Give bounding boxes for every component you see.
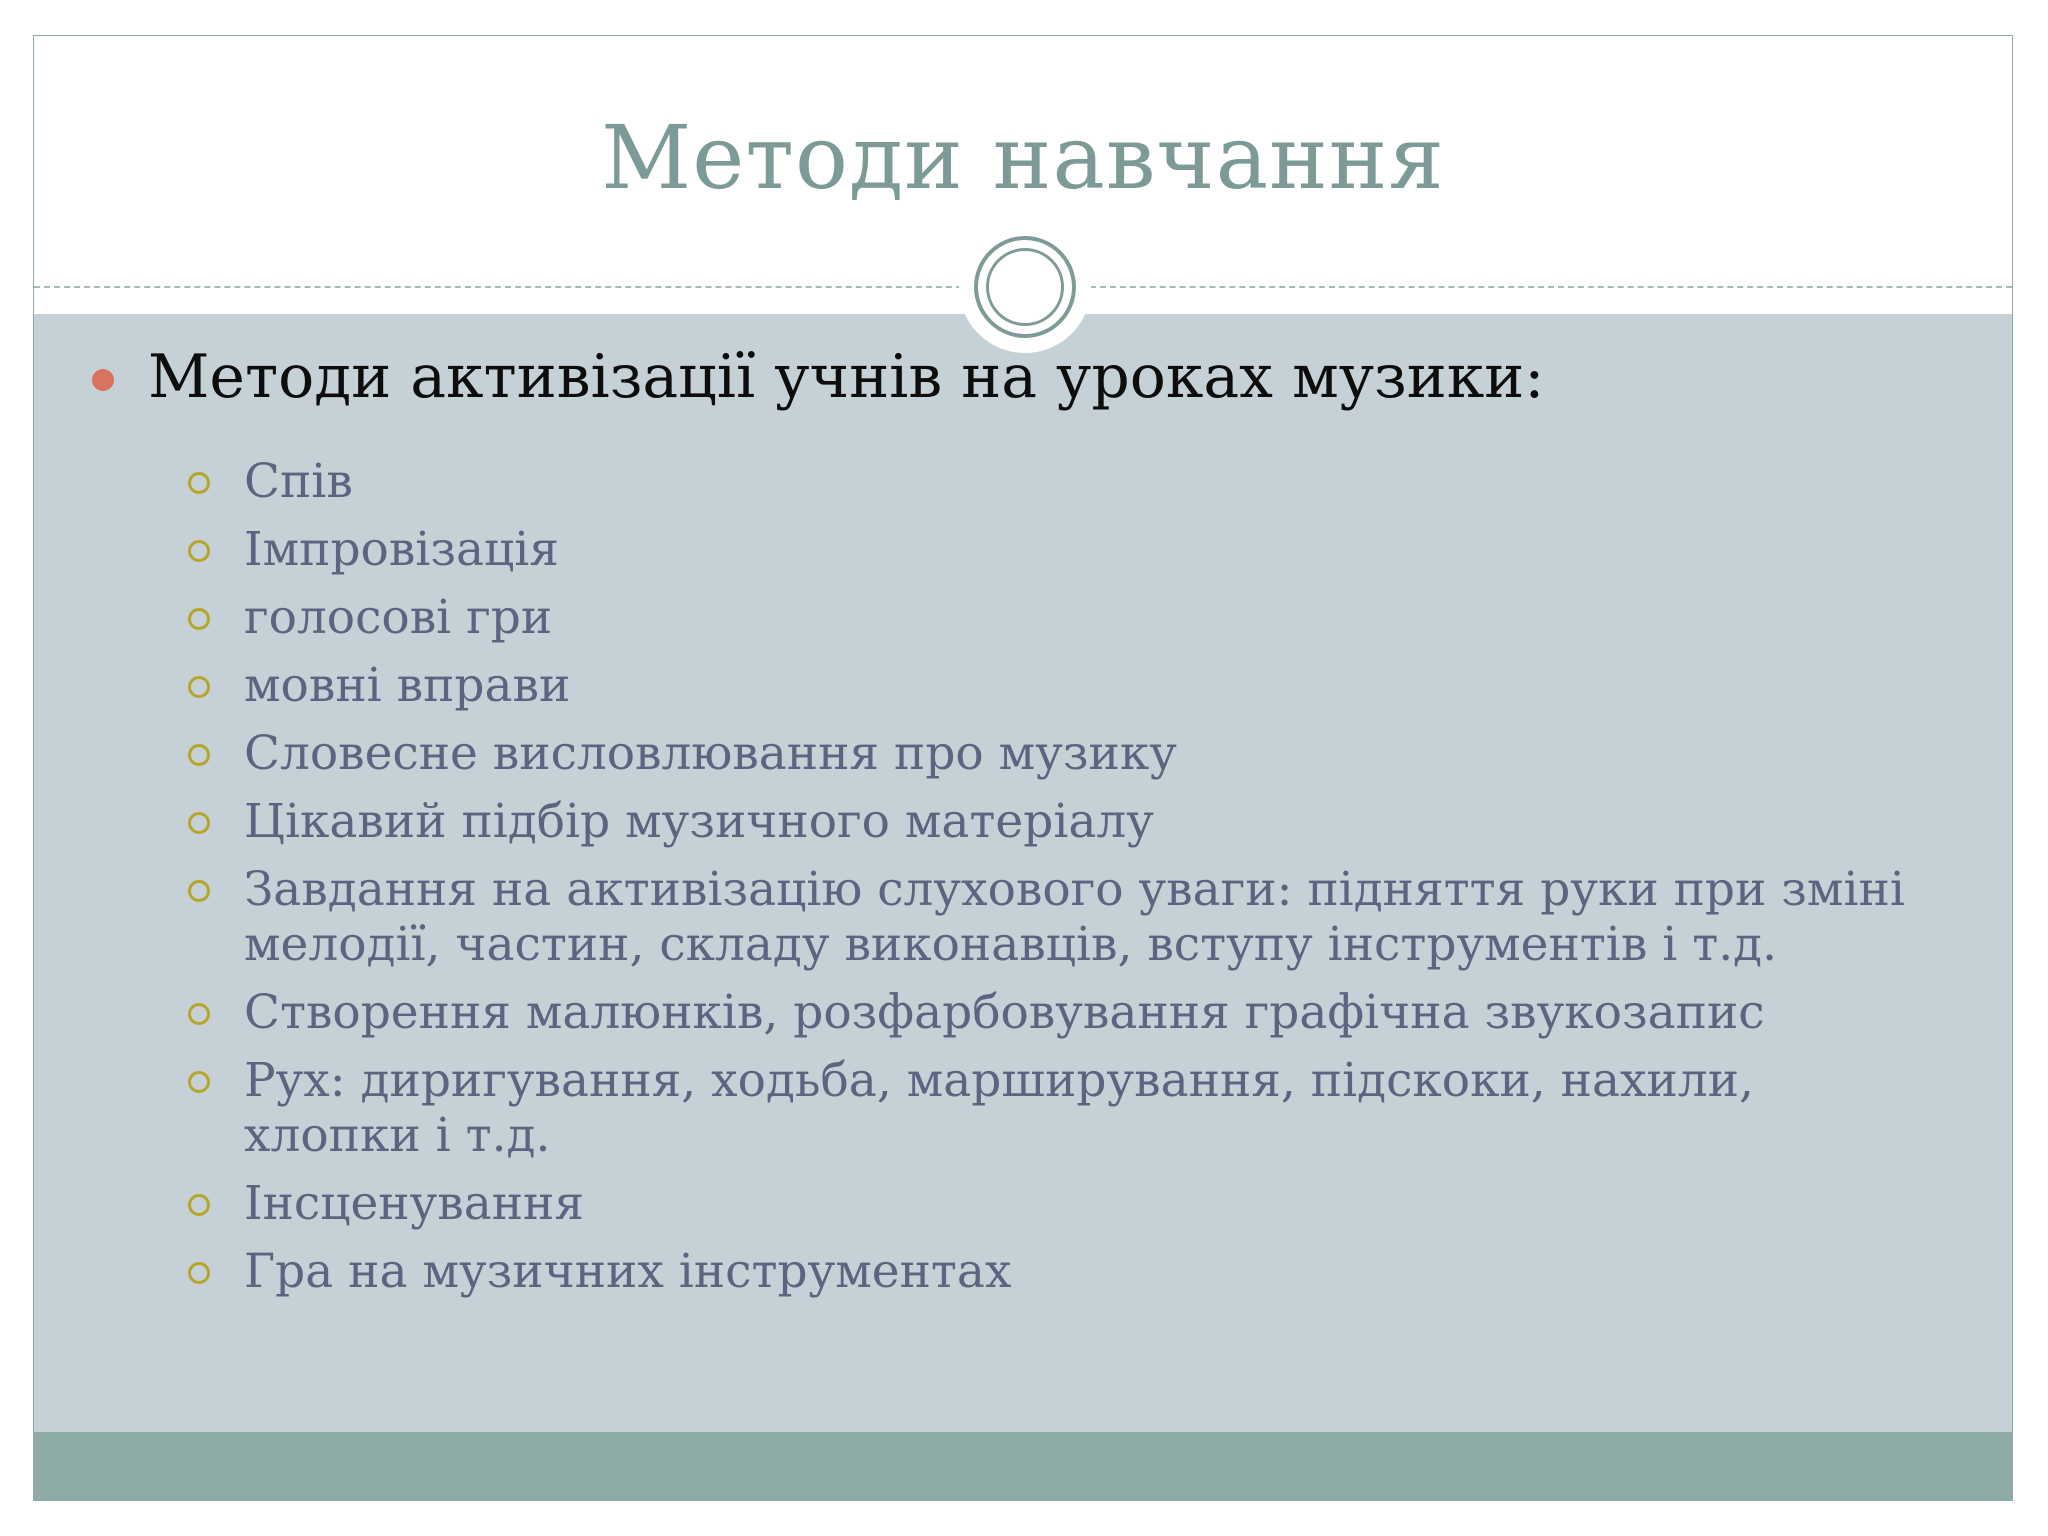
slide: [33, 35, 2013, 1501]
hollow-circle-bullet-icon: [188, 812, 210, 834]
list-item: [184, 726, 1944, 781]
hollow-circle-bullet-icon: [188, 1071, 210, 1093]
list-item: [184, 1053, 1944, 1163]
list-item: [184, 794, 1944, 849]
footer-band: [34, 1432, 2012, 1501]
list-item-text: голосові гри: [244, 590, 553, 645]
list-item: [184, 1244, 1944, 1299]
slide-title: Методи навчання: [601, 106, 1445, 209]
list-item: [184, 862, 1944, 972]
section-heading: Методи активізації учнів на уроках музики:: [148, 342, 1545, 412]
hollow-circle-bullet-icon: [188, 472, 210, 494]
hollow-circle-bullet-icon: [188, 1262, 210, 1284]
list-item: [184, 658, 1944, 713]
list-item-text: Цікавий підбір музичного матеріалу: [244, 794, 1154, 849]
hollow-circle-bullet-icon: [188, 1194, 210, 1216]
hollow-circle-bullet-icon: [188, 608, 210, 630]
list-item-text: Створення малюнків, розфарбовування графічна звукозапис: [244, 985, 1765, 1040]
divider-line-right: [1090, 286, 2012, 288]
list-item-text: Імпровізація: [244, 522, 559, 577]
hollow-circle-bullet-icon: [188, 1003, 210, 1025]
hollow-circle-bullet-icon: [188, 880, 210, 902]
double-ring-icon: [974, 236, 1076, 338]
list-item-text: Завдання на активізацію слухового уваги: підняття руки при зміні мелодії, частин, складу виконавців, вступу інструментів і т.д.: [244, 862, 1905, 972]
hollow-circle-bullet-icon: [188, 540, 210, 562]
list-item-text: Спів: [244, 454, 353, 509]
list-item-text: Гра на музичних інструментах: [244, 1244, 1012, 1299]
divider-line-left: [34, 286, 962, 288]
list-item-text: Інсценування: [244, 1176, 585, 1231]
list-item: [184, 985, 1944, 1040]
list-item-text: Словесне висловлювання про музику: [244, 726, 1177, 781]
filled-circle-bullet-icon: [92, 369, 114, 391]
list-item: [184, 522, 1944, 577]
inner-ring: [986, 248, 1064, 326]
hollow-circle-bullet-icon: [188, 744, 210, 766]
main-bullet-row: [92, 341, 1544, 413]
hollow-circle-bullet-icon: [188, 676, 210, 698]
list-item: [184, 454, 1944, 509]
bullet-list: [184, 454, 1944, 1312]
list-item: [184, 590, 1944, 645]
list-item-text: Рух: диригування, ходьба, марширування, підскоки, нахили, хлопки і т.д.: [244, 1053, 1754, 1163]
list-item: [184, 1176, 1944, 1231]
list-item-text: мовні вправи: [244, 658, 571, 713]
